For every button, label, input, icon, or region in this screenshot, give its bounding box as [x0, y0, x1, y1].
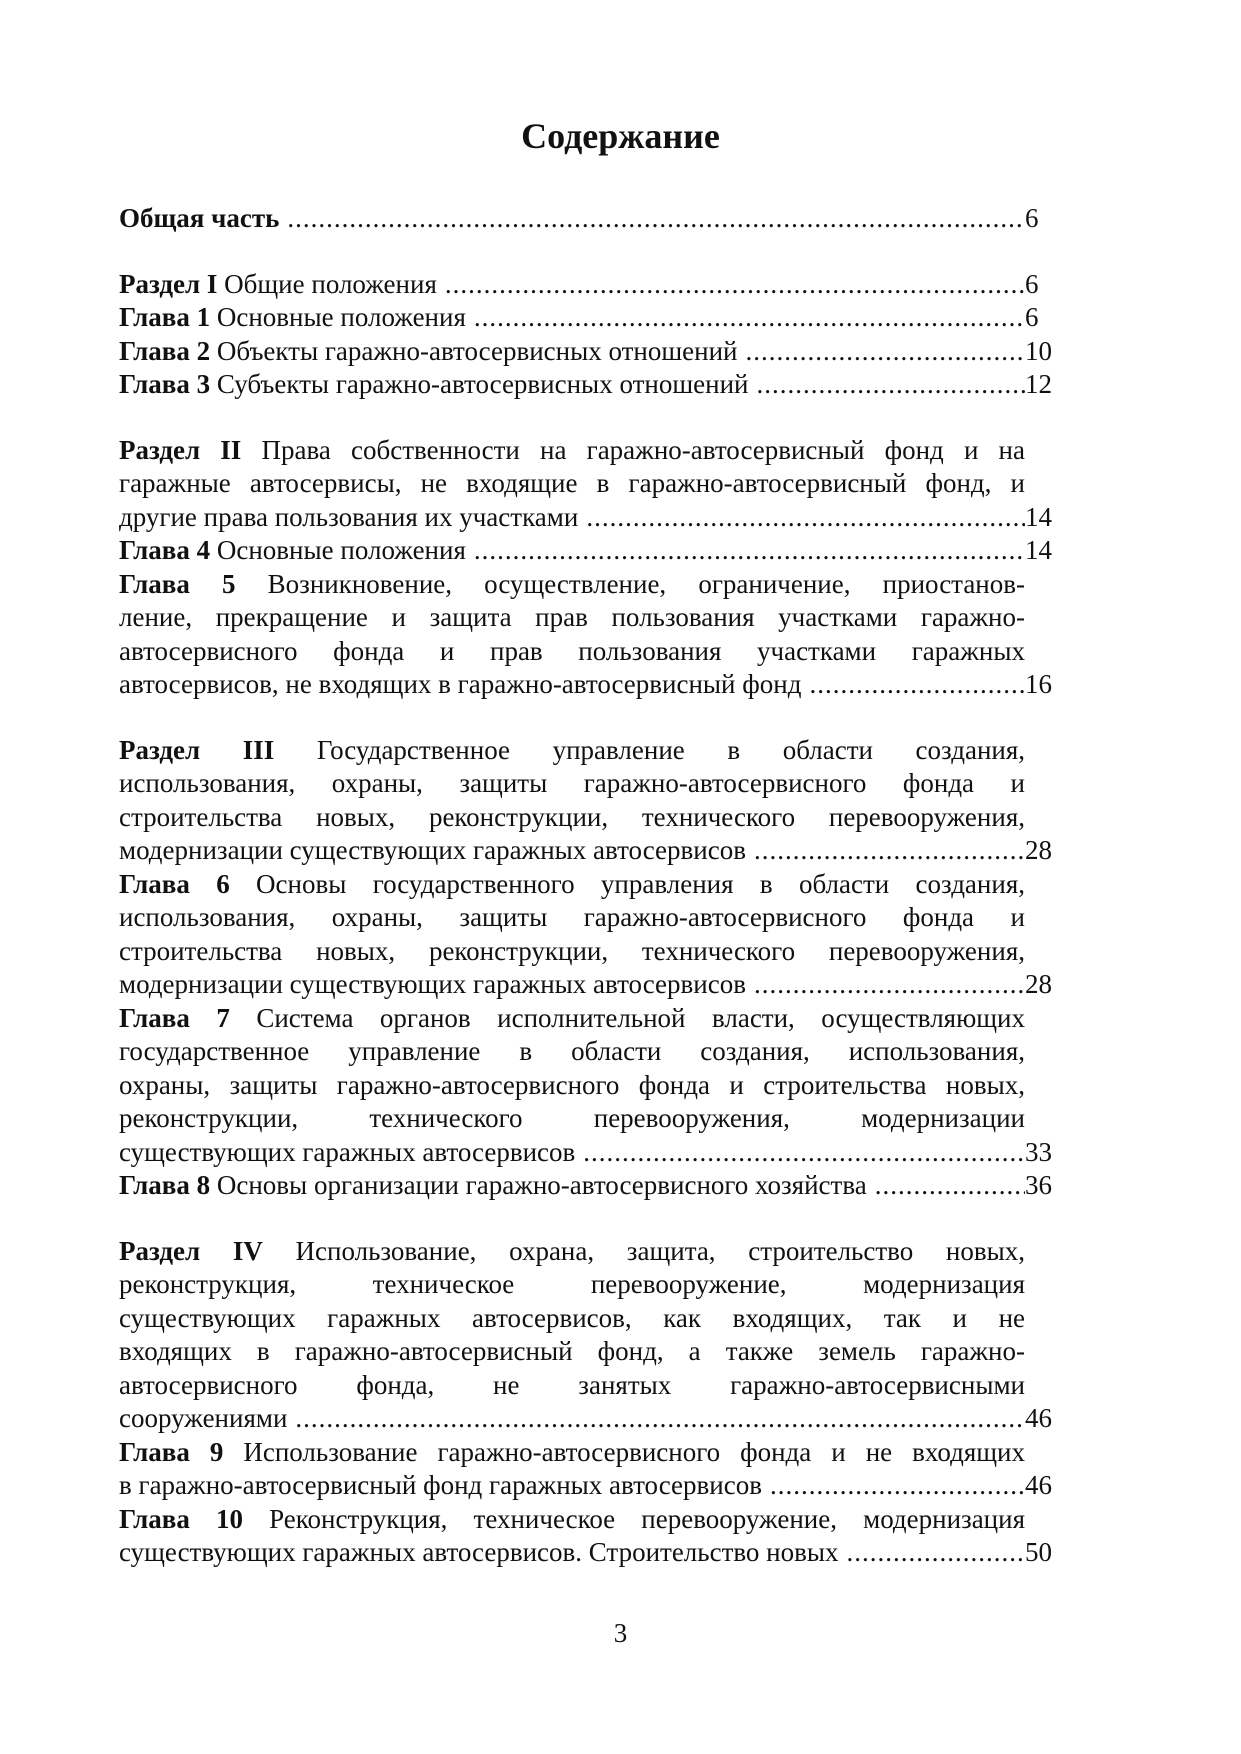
toc-page-number: 33	[1025, 1136, 1052, 1167]
toc-entry[interactable]	[119, 202, 1081, 236]
toc-entry-line: Возникновение, осуществление, ограничение, приостанов-	[267, 568, 1025, 599]
toc-page-number: 6	[1025, 203, 1039, 233]
toc-entry-line: Права собственности на гаражно-автосервисный фонд и на	[261, 434, 1025, 465]
toc-entry[interactable]	[119, 1169, 1081, 1203]
toc-page-number: 14	[1025, 501, 1052, 532]
toc-leader-dots	[287, 202, 1025, 236]
toc-page-number: 46	[1025, 1403, 1052, 1433]
toc-entry-line: Использование, охрана, защита, строительство новых,	[295, 1235, 1026, 1266]
toc-leader-dots	[754, 834, 1025, 868]
toc-entry-label: Общая часть	[119, 203, 280, 233]
toc-leader-dots	[474, 301, 1025, 335]
toc-entry-title: модернизации существующих гаражных автосервисов	[119, 969, 746, 999]
toc-leader-dots	[809, 668, 1025, 702]
toc-leader-dots	[756, 368, 1025, 402]
toc-entry-title: модернизации существующих гаражных автосервисов	[119, 835, 746, 865]
toc-group	[119, 734, 1081, 1203]
toc-entry-line: государственное управление в области создания, использования,	[119, 1036, 1025, 1066]
page-number: 3	[613, 1618, 628, 1648]
toc-leader-dots	[745, 335, 1025, 369]
toc-page-number: 14	[1025, 535, 1052, 565]
toc-entry-title: сооружениями	[119, 1403, 288, 1433]
toc-entry[interactable]	[119, 335, 1081, 369]
toc-entry-title: существующих гаражных автосервисов	[119, 1136, 576, 1167]
toc-entry-title: Основы организации гаражно-автосервисного хозяйства	[216, 1170, 867, 1200]
toc-entry-label: Глава 7	[119, 1002, 230, 1033]
toc-page-number: 16	[1025, 669, 1052, 699]
toc-entry-label: Раздел I	[119, 268, 218, 299]
toc-entry[interactable]	[119, 1436, 1081, 1503]
toc-entry-title: Объекты гаражно-автосервисных отношений	[216, 335, 738, 366]
table-of-contents	[119, 202, 1081, 1602]
toc-page-number: 50	[1025, 1537, 1052, 1567]
toc-entry-title: автосервисов, не входящих в гаражно-автосервисный фонд	[119, 669, 802, 699]
toc-entry-line: автосервисного фонда и прав пользования участками гаражных	[119, 635, 1025, 666]
toc-entry-line: строительства новых, реконструкции, технического перевооружения,	[119, 935, 1025, 966]
toc-entry-title: другие права пользования их участками	[119, 501, 579, 532]
page-title: Содержание	[521, 116, 720, 156]
toc-entry-label: Глава 1	[119, 302, 211, 332]
toc-page-number: 6	[1025, 302, 1039, 332]
toc-leader-dots	[583, 1136, 1025, 1170]
toc-page-number: 28	[1025, 835, 1052, 865]
toc-leader-dots	[847, 1536, 1025, 1570]
toc-entry-line: строительства новых, реконструкции, технического перевооружения,	[119, 801, 1025, 832]
toc-entry-label: Глава 10	[119, 1503, 243, 1534]
toc-entry-label: Глава 5	[119, 568, 236, 599]
toc-page-number: 36	[1025, 1170, 1052, 1200]
toc-entry-line: использования, охраны, защиты гаражно-автосервисного фонда и	[119, 902, 1025, 932]
toc-entry[interactable]	[119, 301, 1081, 335]
toc-entry-label: Глава 8	[119, 1170, 211, 1200]
toc-group	[119, 202, 1081, 236]
toc-entry[interactable]	[119, 1235, 1081, 1436]
toc-entry-line: существующих гаражных автосервисов, как входящих, так и не	[119, 1302, 1025, 1333]
toc-entry-label: Глава 6	[119, 868, 230, 899]
toc-entry-line: реконструкция, техническое перевооружение, модернизация	[119, 1269, 1025, 1299]
toc-entry[interactable]	[119, 534, 1081, 568]
toc-entry-label: Глава 9	[119, 1436, 224, 1467]
toc-entry-line: использования, охраны, защиты гаражно-автосервисного фонда и	[119, 768, 1025, 798]
toc-leader-dots	[474, 534, 1025, 568]
toc-entry-line: охраны, защиты гаражно-автосервисного фонда и строительства новых,	[119, 1069, 1025, 1100]
toc-entry-label: Глава 3	[119, 369, 211, 399]
toc-entry-title: существующих гаражных автосервисов. Строительство новых	[119, 1537, 839, 1567]
toc-entry-label: Глава 2	[119, 335, 211, 366]
toc-entry-line: Государственное управление в области создания,	[316, 734, 1026, 765]
toc-page-number: 10	[1025, 335, 1052, 366]
toc-entry-label: Глава 4	[119, 535, 211, 565]
toc-entry-line: реконструкции, технического перевооружения, модернизации	[119, 1103, 1025, 1133]
toc-leader-dots	[445, 268, 1025, 302]
toc-leader-dots	[295, 1402, 1025, 1436]
toc-entry[interactable]	[119, 268, 1081, 302]
toc-entry[interactable]	[119, 568, 1081, 702]
toc-entry-title: Общие положения	[224, 268, 437, 299]
toc-entry-label: Раздел IV	[119, 1235, 263, 1266]
toc-entry-line: ление, прекращение и защита прав пользования участками гаражно-	[119, 602, 1025, 632]
toc-page-number: 28	[1025, 969, 1052, 999]
toc-leader-dots	[770, 1469, 1025, 1503]
toc-entry-line: гаражные автосервисы, не входящие в гаражно-автосервисный фонд, и	[119, 468, 1025, 498]
toc-entry[interactable]	[119, 434, 1081, 535]
toc-entry-line: Реконструкция, техническое перевооружение, модернизация	[269, 1503, 1025, 1534]
toc-entry[interactable]	[119, 368, 1081, 402]
toc-entry-line: автосервисного фонда, не занятых гаражно-автосервисными	[119, 1369, 1025, 1400]
toc-entry-label: Раздел II	[119, 434, 242, 465]
toc-group	[119, 1235, 1081, 1570]
toc-entry-label: Раздел III	[119, 734, 275, 765]
toc-entry-line: Использование гаражно-автосервисного фонда и не входящих	[243, 1436, 1025, 1467]
toc-entry[interactable]	[119, 1503, 1081, 1570]
toc-group	[119, 434, 1081, 702]
toc-page-number: 46	[1025, 1470, 1052, 1500]
toc-entry-title: Основные положения	[216, 535, 466, 565]
toc-entry-line: Основы государственного управления в области создания,	[256, 868, 1025, 899]
toc-leader-dots	[754, 968, 1025, 1002]
toc-entry-line: Система органов исполнительной власти, осуществляющих	[256, 1002, 1026, 1033]
toc-group	[119, 268, 1081, 402]
toc-entry[interactable]	[119, 734, 1081, 868]
toc-page-number: 6	[1025, 268, 1039, 299]
toc-leader-dots	[586, 501, 1025, 535]
toc-entry-title: Основные положения	[216, 302, 466, 332]
toc-entry-title: в гаражно-автосервисный фонд гаражных автосервисов	[119, 1470, 762, 1500]
toc-entry[interactable]	[119, 1002, 1081, 1170]
toc-page-number: 12	[1025, 369, 1052, 399]
toc-leader-dots	[875, 1169, 1025, 1203]
toc-entry-line: входящих в гаражно-автосервисный фонд, а также земель гаражно-	[119, 1336, 1025, 1366]
toc-entry[interactable]	[119, 868, 1081, 1002]
toc-entry-title: Субъекты гаражно-автосервисных отношений	[216, 369, 749, 399]
